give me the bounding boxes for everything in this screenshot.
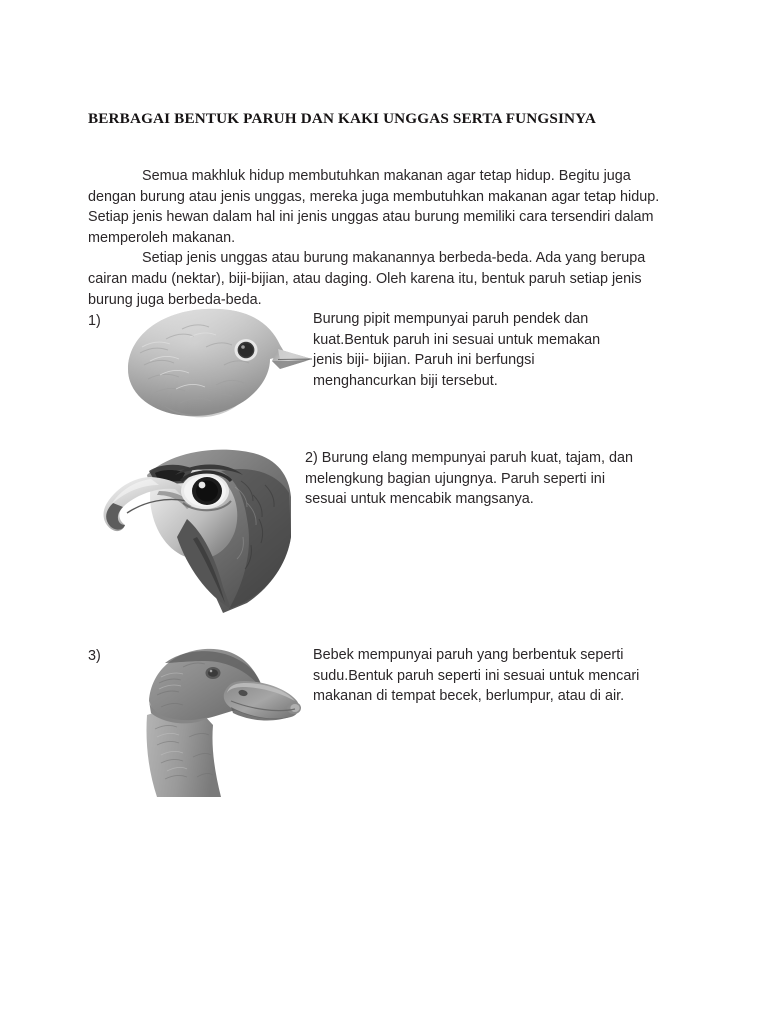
duck-head-illustration bbox=[131, 645, 303, 797]
intro-paragraph-1: Semua makhluk hidup membutuhkan makanan agar tetap hidup. Begitu juga dengan burung atau jenis unggas, mereka juga membutuhkan makanan agar tetap hidup. Setiap jenis hewan dalam hal ini jenis unggas atau burung memiliki cara tersendiri dalam memperoleh makanan. bbox=[88, 168, 660, 246]
item-description-3: Bebek mempunyai paruh yang berbentuk seperti sudu.Bentuk paruh seperti ini sesuai untuk mencari makanan di tempat becek, berlumpur, atau di air. bbox=[313, 647, 640, 705]
item-description-2: 2) Burung elang mempunyai paruh kuat, tajam, dan melengkung bagian ujungnya. Paruh seperti ini sesuai untuk mencabik mangsanya. bbox=[305, 450, 633, 508]
eagle-head-illustration bbox=[101, 441, 293, 617]
intro-section bbox=[88, 166, 674, 310]
intro-paragraph-2: Setiap jenis unggas atau burung makanannya berbeda-beda. Ada yang berupa cairan madu (nektar), biji-bijian, atau daging. Oleh karena itu, bentuk paruh setiap jenis burung juga berbeda-beda. bbox=[88, 250, 646, 308]
list-marker-3: 3) bbox=[88, 648, 101, 664]
list-marker-1: 1) bbox=[88, 313, 101, 329]
sparrow-head-illustration bbox=[120, 303, 316, 427]
page-title: BERBAGAI BENTUK PARUH DAN KAKI UNGGAS SERTA FUNGSINYA bbox=[88, 110, 596, 127]
item-description-1: Burung pipit mempunyai paruh pendek dan kuat.Bentuk paruh ini sesuai untuk memakan jenis biji- bijian. Paruh ini berfungsi menghancurkan biji tersebut. bbox=[313, 311, 601, 389]
